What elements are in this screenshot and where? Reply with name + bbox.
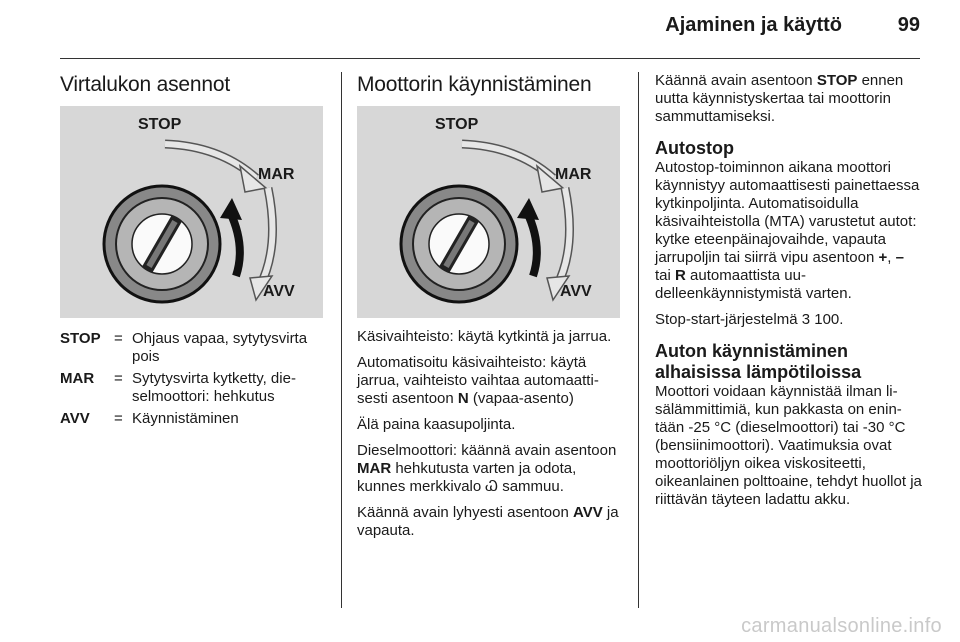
definition-term: AVV xyxy=(60,410,90,428)
column-divider xyxy=(638,72,639,608)
subheading-cold-start: Auton käynnistäminen alhaisissa lämpötiloissa xyxy=(655,341,862,382)
paragraph-stop-start-reference: Stop-start-järjestelmä 3 100. xyxy=(655,311,844,328)
figure-label-stop: STOP xyxy=(138,116,182,134)
definition-description: Ohjaus vapaa, sytytysvirta pois xyxy=(132,330,308,366)
paragraph-accelerator: Älä paina kaasupoljinta. xyxy=(357,416,516,434)
footer-watermark: carmanualsonline.info xyxy=(741,615,942,637)
ignition-switch-figure xyxy=(60,106,323,318)
paragraph-manual-gearbox: Käsivaihteisto: käytä kytkintä ja jarrua. xyxy=(357,328,612,346)
figure-label-stop: STOP xyxy=(435,116,479,134)
definition-term: MAR xyxy=(60,370,95,388)
ignition-switch-figure-2 xyxy=(357,106,620,318)
definition-description: Sytytysvirta kytketty, dieselmoottori: hehkutus xyxy=(132,370,296,406)
definition-description: Käynnistäminen xyxy=(132,410,239,428)
paragraph-turn-key: Käännä avain lyhyesti asentoon AVV ja vapauta. xyxy=(357,504,619,540)
definition-equals: = xyxy=(114,370,123,388)
paragraph-cold-start: Moottori voidaan käynnistää ilman lisälämmittimiä, kun pakkasta on enintään -25 °C (dieselmoottori) tai -30 °C (bensiinimoottori). Vaatimuksia ovat moottoriöljyn oikea viskositeetti, oikeanlainen polttoaine, tehdyt huollot ja riittävän täyteen ladattu akku. xyxy=(655,383,922,508)
subheading-autostop: Autostop xyxy=(655,138,734,158)
middle-column xyxy=(357,72,622,548)
figure-label-mar: MAR xyxy=(555,166,592,184)
running-header-title: Ajaminen ja käyttö xyxy=(665,14,842,36)
section-heading-engine-start: Moottorin käynnistäminen xyxy=(357,73,592,96)
page-reference-link[interactable]: 3 100. xyxy=(801,311,844,328)
definition-row xyxy=(60,330,325,366)
paragraph-stop-before-restart: Käännä avain asentoon STOP ennen uutta käynnistyskertaa tai moottorin sammuttamiseksi. xyxy=(655,72,904,125)
glow-plug-icon: Ꮗ xyxy=(485,478,499,496)
figure-label-mar: MAR xyxy=(258,166,295,184)
figure-label-avv: AVV xyxy=(560,283,592,301)
definition-row xyxy=(60,370,325,406)
section-heading-ignition-positions: Virtalukon asennot xyxy=(60,73,230,96)
figure-label-avv: AVV xyxy=(263,283,295,301)
definition-equals: = xyxy=(114,410,123,428)
definition-equals: = xyxy=(114,330,123,348)
definition-term: STOP xyxy=(60,330,101,348)
header-rule xyxy=(60,58,920,59)
position-definitions xyxy=(60,330,325,428)
left-column xyxy=(60,72,325,432)
page-number: 99 xyxy=(897,14,920,36)
paragraph-diesel: Dieselmoottori: käännä avain asentoon MAR hehkutusta varten ja odota, kunnes merkkivalo Ꮗ sammuu. xyxy=(357,442,617,496)
column-divider xyxy=(341,72,342,608)
definition-row xyxy=(60,410,325,428)
paragraph-automated-gearbox: Automatisoitu käsivaihteisto: käytä jarrua, vaihteisto vaihtaa automaattisesti asentoon N (vapaa-asento) xyxy=(357,354,599,408)
right-column xyxy=(655,72,923,517)
paragraph-autostop: Autostop-toiminnon aikana moottori käynnistyy automaattisesti painettaessa kytkinpoljinta. Automatisoidulla käsivaihteistolla (MTA) varustetut autot: kytke eteenpäinajovaihde, vapauta jarrupoljin tai siirrä vipu asentoon +, – tai R automaattista uudelleenkäynnistymistä varten. xyxy=(655,159,920,302)
